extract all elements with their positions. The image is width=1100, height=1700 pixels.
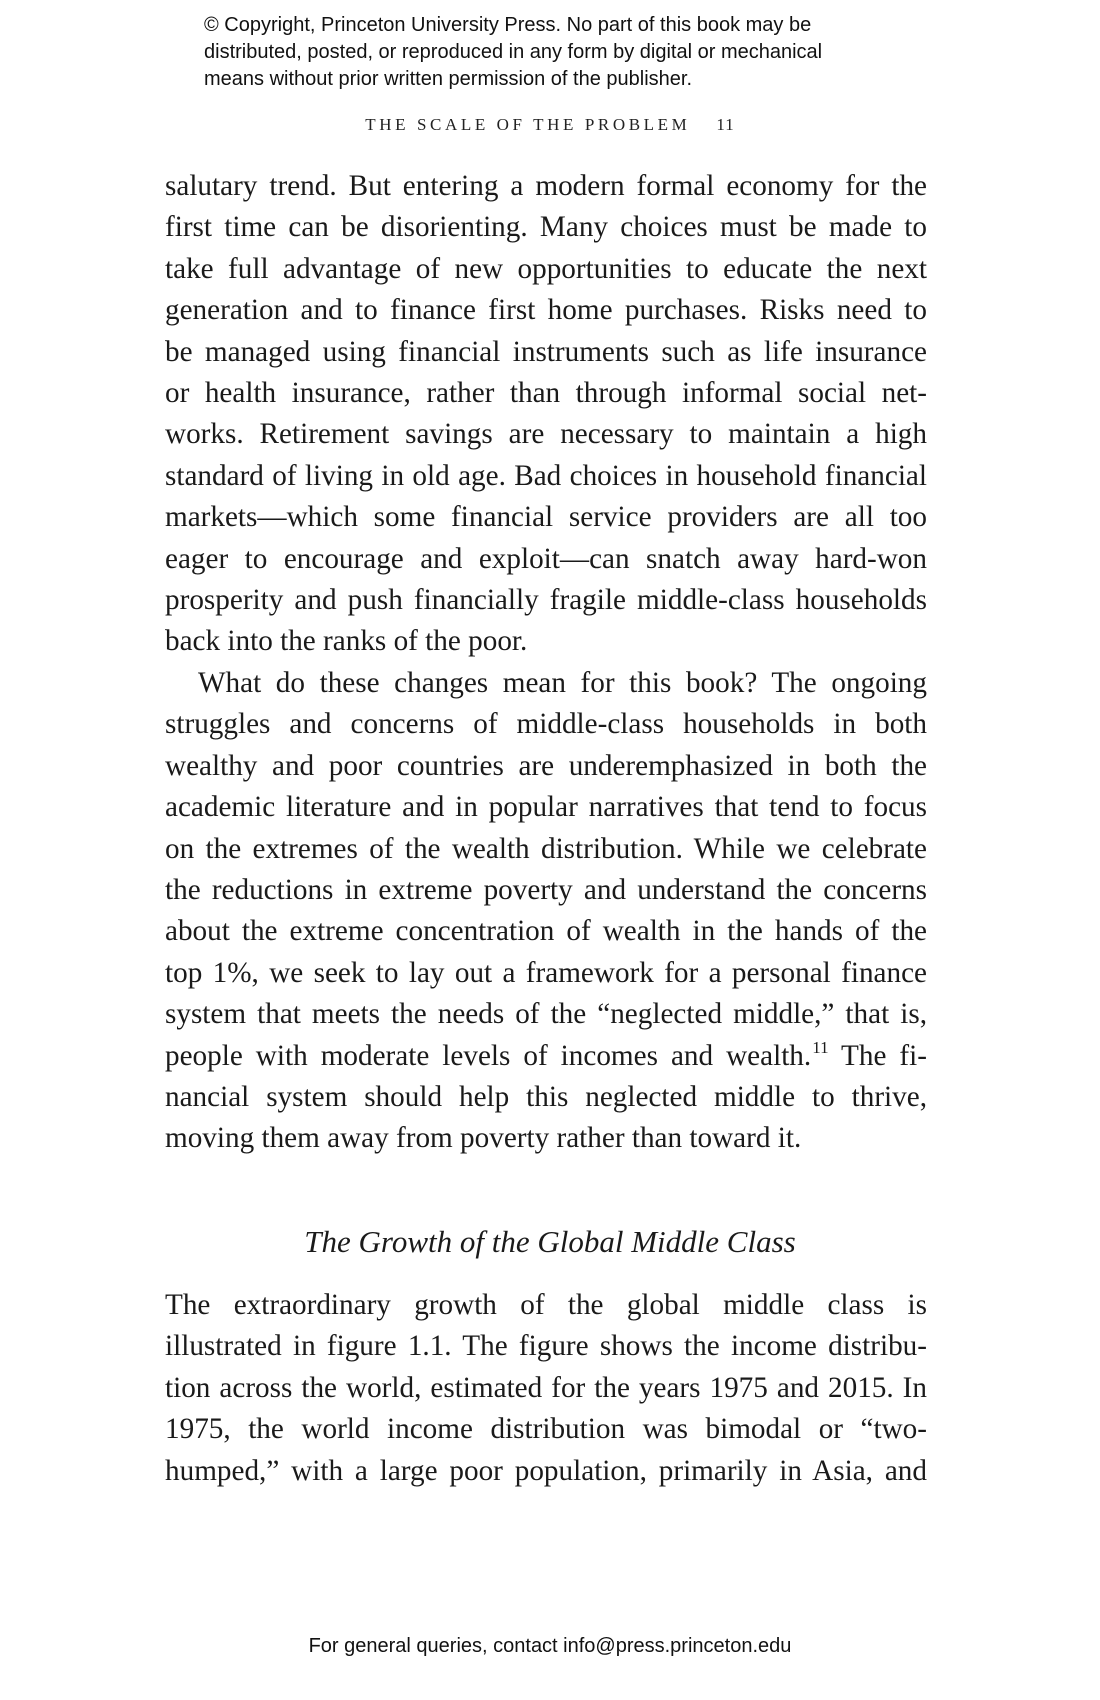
text-line: illustrated in figure 1.1. The figure shows the income distribu- <box>165 1330 927 1363</box>
section-heading: The Growth of the Global Middle Class <box>304 1224 796 1259</box>
text-line: about the extreme concentration of wealth in the hands of the <box>165 915 927 948</box>
text-line: markets—which some financial service providers are all too <box>165 501 927 534</box>
text-line: academic literature and in popular narratives that tend to focus <box>165 791 927 824</box>
main-text <box>165 166 927 1160</box>
paragraph-2 <box>165 663 927 1160</box>
text-line: back into the ranks of the poor. <box>165 625 528 658</box>
text-line: take full advantage of new opportunities to educate the next <box>165 252 927 285</box>
text-segment: The fi- <box>828 1039 927 1072</box>
running-head-title: THE SCALE OF THE PROBLEM <box>365 115 691 134</box>
text-line: be managed using financial instruments such as life insurance <box>165 335 927 368</box>
copyright-line: © Copyright, Princeton University Press. No part of this book may be <box>204 14 812 36</box>
text-line: or health insurance, rather than through informal social net- <box>165 377 927 410</box>
footnote-reference[interactable]: 11 <box>812 1037 829 1057</box>
text-line: on the extremes of the wealth distribution. While we celebrate <box>165 832 927 865</box>
text-line: standard of living in old age. Bad choices in household financial <box>165 459 927 492</box>
text-line: top 1%, we seek to lay out a framework for a personal finance <box>165 956 927 989</box>
copyright-line: means without prior written permission of the publisher. <box>204 68 693 90</box>
page-number: 11 <box>716 115 735 134</box>
text-line: prosperity and push financially fragile middle-class households <box>165 584 927 617</box>
text-line: wealthy and poor countries are underemphasized in both the <box>165 749 927 782</box>
text-line: nancial system should help this neglected middle to thrive, <box>165 1080 927 1113</box>
text-line: salutary trend. But entering a modern formal economy for the <box>165 170 927 202</box>
text-line: What do these changes mean for this book? The ongoing <box>198 666 927 699</box>
section-text <box>165 1285 927 1492</box>
text-line: tion across the world, estimated for the years 1975 and 2015. In <box>165 1371 927 1404</box>
text-line: eager to encourage and exploit—can snatch away hard-won <box>165 542 927 575</box>
footer-contact: For general queries, contact info@press.princeton.edu <box>308 1635 792 1657</box>
copyright-line: distributed, posted, or reproduced in any form by digital or mechanical <box>204 41 823 63</box>
text-line: humped,” with a large poor population, primarily in Asia, and <box>165 1454 927 1487</box>
text-line: works. Retirement savings are necessary to maintain a high <box>165 418 927 451</box>
copyright-notice <box>204 12 1004 93</box>
text-line: moving them away from poverty rather than toward it. <box>165 1122 802 1155</box>
text-line: first time can be disorienting. Many choices must be made to <box>165 211 927 244</box>
running-head <box>0 115 1100 135</box>
text-segment: people with moderate levels of incomes and wealth. <box>165 1039 812 1072</box>
text-line: generation and to finance first home purchases. Risks need to <box>165 294 927 327</box>
paragraph-1 <box>165 166 927 663</box>
text-line: struggles and concerns of middle-class households in both <box>165 708 927 741</box>
text-line <box>165 1036 927 1077</box>
text-line: system that meets the needs of the “neglected middle,” that is, <box>165 998 927 1031</box>
text-line: The extraordinary growth of the global middle class is <box>165 1289 927 1321</box>
text-line: 1975, the world income distribution was bimodal or “two- <box>165 1413 927 1446</box>
text-line: the reductions in extreme poverty and understand the concerns <box>165 873 927 906</box>
paragraph-3 <box>165 1285 927 1492</box>
